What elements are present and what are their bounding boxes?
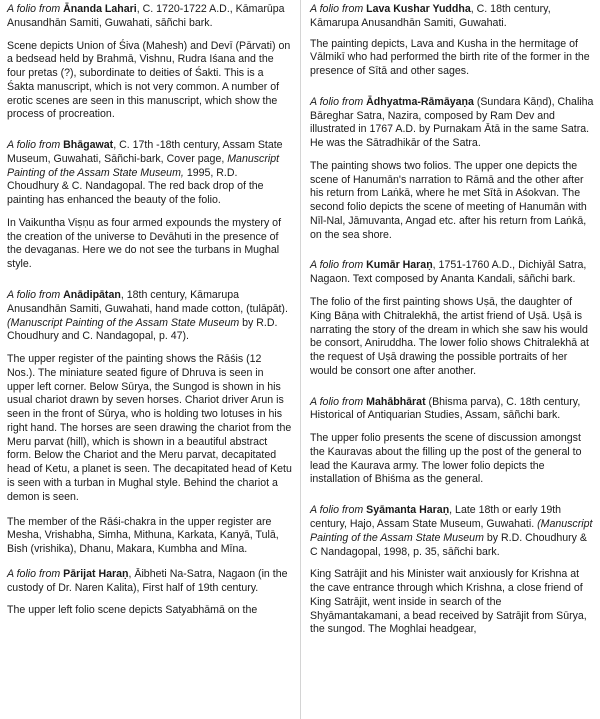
entry-heading — [310, 504, 594, 559]
entry-syamanta-haran — [310, 504, 594, 637]
entry-description: The painting depicts, Lava and Kusha in the hermitage of Vālmikī who had performed the birth rite of the former in the presence of Sītā and other sages. — [310, 37, 590, 78]
folio-title: Anādipātan — [63, 289, 121, 302]
heading-details: , C. 1720-1722 A.D., Kāmarūpa Anusandhān Samiti, Guwahati, sāñchi bark. — [7, 3, 285, 29]
heading-details: , Late 18th or early 19th century, Hajo, Assam State Museum, Guwahati. — [310, 504, 562, 530]
entry-description: The upper register of the painting shows the Rāśis (12 Nos.). The miniature seated figure of Dhruva is seen in upper left corner. Below Sūrya, the Sungod is shown in his usual chariot drawn by seven horses. Chariot driver Arun is seen in the front of Sūrya, who is holding two lotuses in his right hand. The horses are seen drawing the chariot from the Meru parvat (hill), which is shown in a beautiful abstract form. Below the Chariot and the Meru parvat, decapitated head of Ketu, a planet is seen. The decapitated head of Ketu is seen with a turban in Mughal style. Behind the chariot a demon is seen. — [7, 353, 292, 503]
heading-tail: 1995, R.D. Choudhury & C. Nandagopal. The red back drop of the painting has enhanced the beauty of the folio. — [7, 166, 264, 207]
heading-details: , C. 17th -18th century, Assam State Museum, Guwahati, Sāñchi-bark, Cover page, — [7, 139, 283, 165]
folio-title: Bhāgawat — [63, 139, 114, 152]
heading-prefix: A folio from — [7, 3, 61, 15]
entry-bhagawat — [7, 139, 292, 272]
entry-description: In Vaikuntha Viṣṇu as four armed expounds the mystery of the creation of the universe to Devāhuti in the presence of the devaganas. Here we do not see the turbans in Mughal style. — [7, 216, 282, 271]
heading-prefix: A folio from — [310, 259, 364, 272]
entry-anadipatan — [7, 289, 292, 557]
heading-details: (Bhisma parva), C. 18th century, Historical of Antiquarian Studies, Assam, sāñchi bark. — [310, 395, 581, 422]
entry-adhyatma-ramayana — [310, 96, 594, 243]
folio-title: Kumār Haraṇ — [366, 259, 433, 272]
entry-heading — [7, 3, 292, 31]
entry-description: The painting shows two folios. The upper one depicts the scene of Hanumān's narration to Rāmā and the other after his return from Laṅkā, where he met Sītā in Aśokvan. The second folio depicts the scene of meeting of Hanumān with Nīl-Nal, Jāmuvanta, Angad etc. after his return from Laṅkā, on the sea shore. — [310, 159, 587, 241]
heading-reference: Manuscript Painting of the Assam State Museum, — [7, 152, 280, 179]
heading-prefix: A folio from — [7, 289, 61, 302]
entry-heading — [310, 259, 594, 287]
entry-heading — [7, 139, 292, 208]
entry-description: King Satrājit and his Minister wait anxiously for Krishna at the cave entrance through which Krishna, a close friend of King Satrājit, went inside in search of the Shyāmantakamani, a bead received by Satrājit from Sūrya, the sungod. The Moghlai headgear, — [310, 568, 587, 636]
entry-heading — [310, 396, 594, 424]
heading-details: , Āibheti Na-Satra, Nagaon (in the custody of Dr. Naren Kalita), First half of 19th century. — [7, 567, 288, 594]
heading-prefix: A folio from — [310, 395, 364, 408]
entry-description: The folio of the first painting shows Uṣā, the daughter of King Bāṇa with Chitralekhā, the artist friend of Uṣā. Uṣā is narrating the story of the dream in which she saw his would be consort, Aniruddha. The lower folio shows Chitralekhā at the request of Uṣā drawing the possible portraits of her would be consort one after another. — [310, 296, 589, 377]
entry-heading — [310, 96, 594, 151]
heading-details: (Sundara Kāṇd), Chaliha Bāreghar Satra, Nazira, composed by Ram Dev and illustrated in 1767 A.D. by Purnakam Ātā in the same Satra. He was the Sātradhikār of the Satra. — [310, 95, 594, 150]
entry-parijat-haran — [7, 568, 292, 618]
folio-title: Lava Kushar Yuddha — [366, 3, 471, 15]
entry-heading — [310, 3, 594, 31]
entry-description: The upper folio presents the scene of discussion amongst the Kauravas about the filling up the post of the general to lead the Kaurava army. The lower folio depicts the installation of Bhiśma as the general. — [310, 432, 582, 486]
heading-prefix: A folio from — [7, 567, 61, 580]
entry-heading — [7, 289, 292, 344]
folio-title: Ādhyatma-Rāmāyaṇa — [366, 95, 474, 108]
entry-description: The upper left folio scene depicts Satyabhāmā on the — [7, 604, 258, 617]
heading-prefix: A folio from — [7, 139, 61, 152]
entry-description: The member of the Rāśi-chakra in the upper register are Mesha, Vrishabha, Simha, Mithuna, Karkata, Kanyā, Tulā, Bish (vrishika), Dhanu, Makara, Kumbha and Mīna. — [7, 515, 279, 556]
heading-details: , C. 18th century, Kāmarupa Anusandhān Samiti, Guwahati. — [310, 3, 551, 29]
entry-description: Scene depicts Union of Śiva (Mahesh) and Devī (Pārvati) on a bedsead held by Brahmā, Vishnu, Rudra Iśana and the four pretas (?), subordinate to deities of Śakti. This is a Śakta manuscript, which is not very common. A number of erotic scenes are seen in this manuscript, which show the process of procreation. — [7, 39, 291, 121]
entry-lava-kushar-yuddha — [310, 3, 594, 79]
heading-prefix: A folio from — [310, 3, 364, 15]
right-column — [300, 0, 600, 719]
entry-ananda-lahari — [7, 3, 292, 122]
heading-tail: by R.D. Choudhury & C Nandagopal, 1998, p. 35, sāñchi bark. — [310, 531, 587, 558]
folio-title: Mahābhārat — [366, 395, 426, 408]
folio-title: Syāmanta Haraṇ — [366, 504, 450, 517]
entry-kumar-haran — [310, 259, 594, 378]
heading-prefix: A folio from — [310, 504, 364, 517]
heading-details: , 1751-1760 A.D., Dichiyāl Satra, Nagaon. Text composed by Ananta Kandali, sāñchi bark. — [310, 259, 587, 286]
folio-title: Pārijat Haraṇ — [63, 567, 129, 580]
entry-mahabharat — [310, 396, 594, 488]
heading-reference: (Manuscript Painting of the Assam State Museum — [310, 517, 593, 544]
heading-details: , 18th century, Kāmarupa Anusandhān Samiti, Guwahati, hand made cotton, (tulāpāt). — [7, 289, 288, 315]
heading-prefix: A folio from — [310, 95, 364, 108]
entry-heading — [7, 568, 292, 596]
heading-reference: (Manuscript Painting of the Assam State Museum — [7, 316, 240, 329]
folio-title: Ānanda Lahari — [63, 3, 137, 15]
heading-tail: by R.D. Choudhury and C. Nandagopal, p. 47). — [7, 316, 278, 343]
